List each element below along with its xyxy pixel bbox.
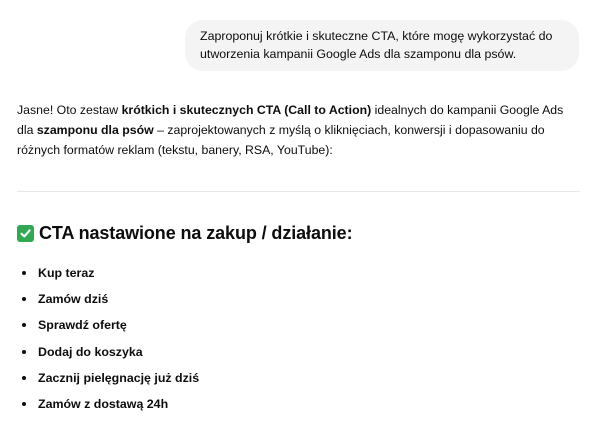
intro-text-1: Jasne! Oto zestaw (17, 103, 122, 117)
intro-bold-1: krótkich i skutecznych CTA (Call to Action) (121, 103, 372, 117)
check-mark-icon-glyph (19, 227, 32, 240)
bullet-icon (22, 271, 26, 275)
cta-list-item (22, 286, 199, 312)
cta-list-item (22, 260, 199, 286)
section-title: CTA nastawione na zakup / działanie: (39, 223, 353, 243)
bullet-icon (22, 297, 26, 301)
user-message-line-2: utworzenia kampanii Google Ads dla szamponu dla psów. (200, 47, 517, 61)
cta-list-item-label: Zamów z dostawą 24h (38, 397, 169, 412)
cta-list-item-label: Zamów dziś (38, 292, 109, 307)
bullet-icon (22, 350, 26, 354)
cta-list (22, 260, 199, 417)
cta-list-item-label: Zacznij pielęgnację już dziś (38, 370, 200, 385)
section-divider (17, 191, 580, 192)
cta-list-item (22, 312, 199, 338)
cta-list-item-label: Kup teraz (38, 266, 95, 281)
cta-list-item-label: Sprawdź ofertę (38, 318, 127, 333)
assistant-message (17, 100, 583, 160)
cta-list-item (22, 391, 199, 417)
user-message-line-1: Zaproponuj krótkie i skuteczne CTA, które mogę wykorzystać do (200, 29, 553, 43)
bullet-icon (22, 376, 26, 380)
intro-text-3: – zaprojektowanych z myślą o kliknięciach, konwersji i dopasowaniu do różnych formatów reklam (tekstu, banery, RSA, YouTube): (17, 123, 545, 157)
assistant-intro (17, 100, 583, 160)
check-mark-icon (17, 225, 34, 242)
intro-bold-2: szamponu dla psów (36, 123, 154, 137)
bullet-icon (22, 323, 26, 327)
user-message-row (185, 20, 579, 71)
cta-list-item-label: Dodaj do koszyka (38, 344, 143, 359)
user-message-bubble (185, 20, 579, 71)
intro-text-2: idealnych do kampanii Google Ads dla (17, 103, 564, 137)
cta-list-item (22, 365, 199, 391)
bullet-icon (22, 402, 26, 406)
section-heading (17, 223, 352, 244)
cta-list-item (22, 339, 199, 365)
